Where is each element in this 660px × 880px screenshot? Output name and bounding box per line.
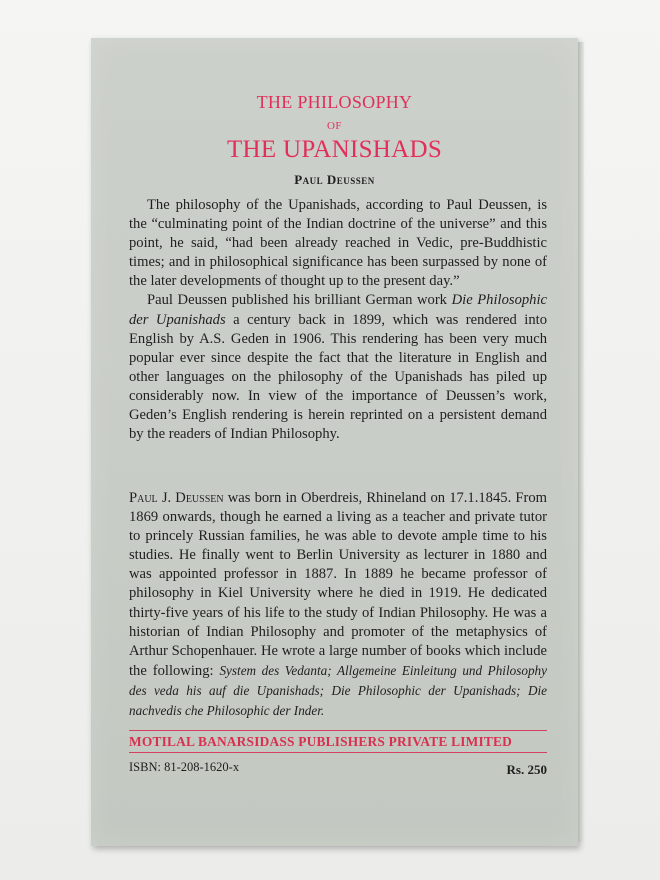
publisher-name: MOTILAL BANARSIDASS PUBLISHERS PRIVATE LIMITED (129, 734, 512, 749)
bio-name: Paul J. Deussen (129, 490, 224, 506)
book-back-cover (91, 38, 578, 846)
title-of: OF (326, 120, 343, 132)
publisher-rule-bottom (129, 752, 547, 753)
author-name: Paul Deussen (294, 172, 375, 187)
blurb-text (129, 196, 547, 444)
bio-text: was born in Oberdreis, Rhineland on 17.1.1845. From 1869 onwards, though he earned a living as a teacher and private tutor to princely Russian families, he was able to devote ample time to his studies. He finally went to Berlin University as lecturer in 1880 and was appointed professor in 1887. In 1889 he became professor of philosophy in Kiel University where he died in 1919. He dedicated thirty-five years of his life to the study of Indian Philosophy. He was a historian of Indian Philosophy and promoter of the metaphysics of Arthur Schopenhauer. He wrote a large number of books which include the following: (129, 490, 547, 679)
book-edge (578, 42, 584, 842)
blurb-paragraph-1: The philosophy of the Upanishads, according to Paul Deussen, is the “culminating point of the Indian doctrine of the universe” and this point, he said, “had been already reached in Vedic, pre-Buddhistic times; and in philosophical significance has been surpassed by none of the later developments of thought up to the present day.” (129, 197, 547, 290)
isbn: ISBN: 81-208-1620-x (129, 760, 240, 774)
blurb-paragraph-2 (129, 291, 547, 444)
bio-books: System des Vedanta; Allgemeine Einleitung und Philosophy des veda his auf die Upanishads; Die Philosophic der Upanishads; Die nachvedis che Philosophic der Inder. (129, 662, 547, 719)
price: Rs. 250 (506, 762, 547, 777)
blurb-p2-end: a century back in 1899, which was rendered into English by A.S. Geden in 1906. This rendering has been very much popular ever since despite the fact that the literature in English and other languages on the philosophy of the Upanishads has piled up considerably now. In view of the importance of Deussen’s work, Geden’s English rendering is herein reprinted on a persistent demand by the readers of Indian Philosophy. (129, 311, 547, 443)
author-bio (129, 489, 547, 721)
blurb-p2-start: Paul Deussen published his brilliant German work (147, 292, 452, 309)
book-title-italic: Die Philosophic der Upanishads (129, 292, 547, 328)
title-line-1: THE PHILOSOPHY (256, 92, 413, 112)
publisher-rule-top (129, 730, 547, 731)
title-line-2: THE UPANISHADS (226, 136, 443, 163)
